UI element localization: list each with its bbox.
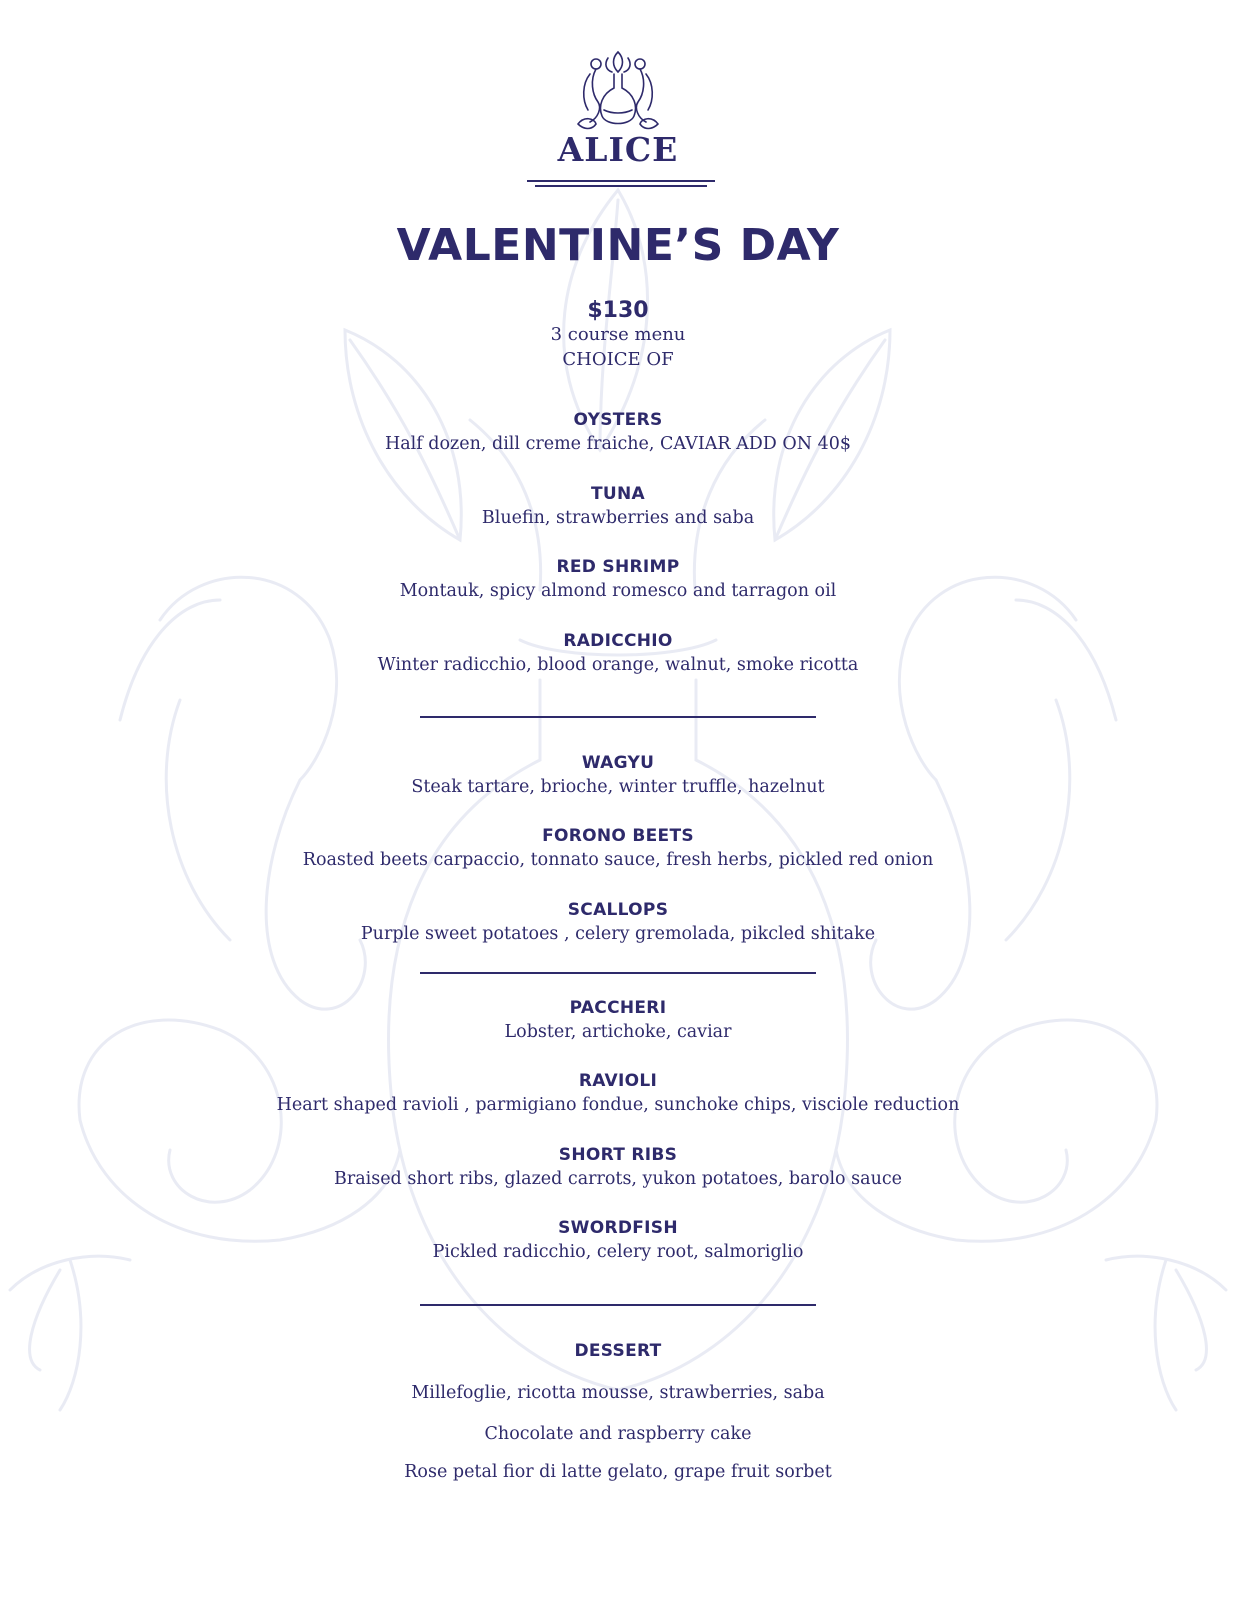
dish-description: Winter radicchio, blood orange, walnut, smoke ricotta: [377, 655, 859, 675]
dessert-item: Chocolate and raspberry cake: [484, 1424, 752, 1444]
dish-name: RAVIOLI: [578, 1071, 658, 1091]
dish-name: RADICCHIO: [563, 631, 673, 651]
brand-rule-top: [527, 180, 715, 182]
dish-name: WAGYU: [581, 753, 655, 773]
dish-description: Heart shaped ravioli , parmigiano fondue, sunchoke chips, visciole reduction: [276, 1095, 960, 1115]
dessert-heading: DESSERT: [574, 1341, 662, 1361]
dish-name: OYSTERS: [573, 410, 663, 430]
dish-description: Roasted beets carpaccio, tonnato sauce, fresh herbs, pickled red onion: [302, 850, 934, 870]
dish-description: Pickled radicchio, celery root, salmoriglio: [432, 1242, 804, 1262]
section-divider: [420, 1304, 816, 1306]
section-divider: [420, 972, 816, 974]
brand-name: ALICE: [557, 130, 679, 169]
menu-subtitle: 3 course menu: [550, 324, 686, 345]
menu-price: $130: [587, 298, 649, 323]
dish-name: SWORDFISH: [558, 1218, 678, 1238]
dessert-item: Millefoglie, ricotta mousse, strawberries, saba: [411, 1383, 825, 1403]
dish-description: Lobster, artichoke, caviar: [504, 1022, 732, 1042]
dish-name: RED SHRIMP: [556, 557, 680, 577]
dish-description: Bluefin, strawberries and saba: [481, 508, 755, 528]
urn-with-figures-icon: [568, 44, 668, 136]
dessert-item: Rose petal fior di latte gelato, grape fruit sorbet: [404, 1462, 832, 1482]
dish-name: TUNA: [591, 484, 645, 504]
brand-rule-bottom: [535, 185, 707, 187]
dish-description: Steak tartare, brioche, winter truffle, hazelnut: [411, 777, 825, 797]
choice-label: CHOICE OF: [562, 349, 674, 370]
dish-name: PACCHERI: [569, 998, 667, 1018]
dish-name: SCALLOPS: [567, 900, 669, 920]
dish-description: Half dozen, dill creme fraiche, CAVIAR ADD ON 40$: [384, 434, 852, 454]
section-divider: [420, 716, 816, 718]
dish-description: Montauk, spicy almond romesco and tarragon oil: [399, 581, 837, 601]
dish-name: SHORT RIBS: [558, 1145, 678, 1165]
dish-description: Braised short ribs, glazed carrots, yukon potatoes, barolo sauce: [333, 1169, 903, 1189]
dish-description: Purple sweet potatoes , celery gremolada, pikcled shitake: [360, 924, 876, 944]
dish-name: FORONO BEETS: [542, 826, 694, 846]
page-title: VALENTINE’S DAY: [396, 220, 840, 271]
